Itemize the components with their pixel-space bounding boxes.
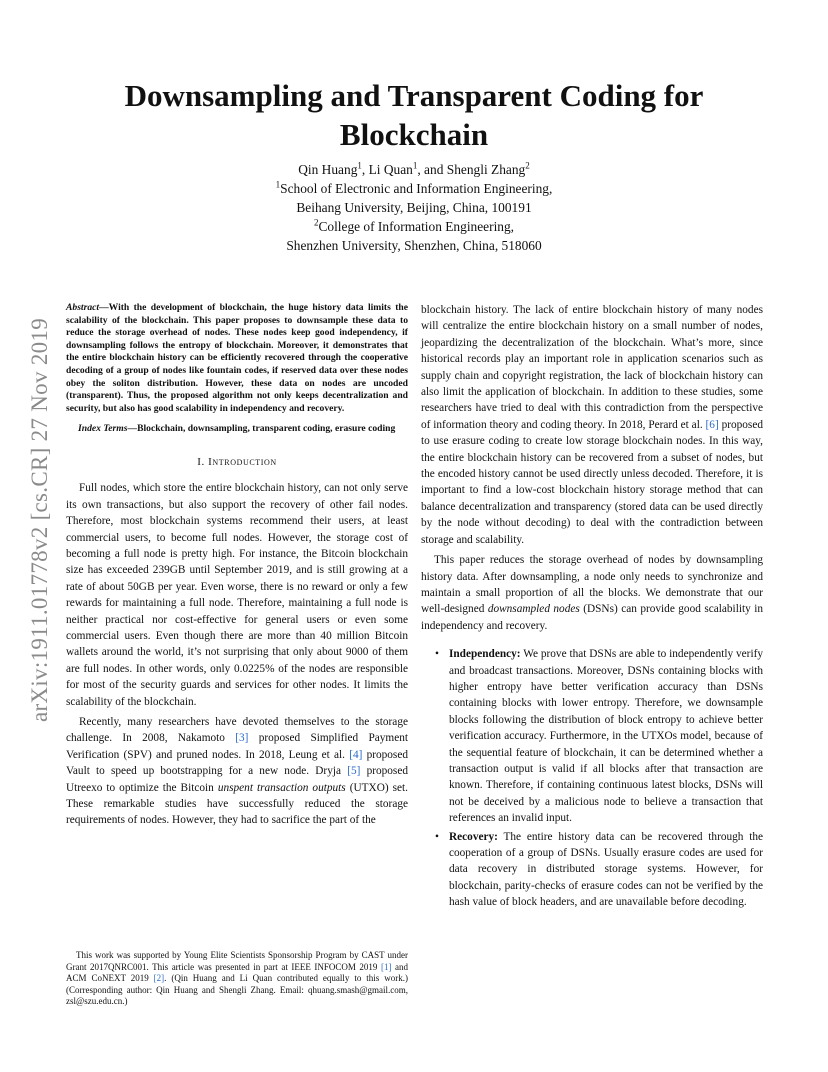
citation-link[interactable]: [6] <box>705 418 719 431</box>
index-terms-text: —Blockchain, downsampling, transparent coding, erasure coding <box>127 423 396 435</box>
citation-link[interactable]: [3] <box>235 732 249 745</box>
citation-link[interactable]: [5] <box>347 765 361 778</box>
list-item: • Independency: We prove that DSNs are able to independently verify and broadcast transactions. Moreover, DSNs containing blocks with higher entropy have better verification accuracy than DSNs containing blocks with lower entropy. Therefore, we downsample blocks following the distribution of block entropy to achieve better verification accuracy. Furthermore, in the UTXOs model, because of the sequential feature of blockchain, it can be determined whether a transaction output is valid if all blocks after that transaction are known. Therefore, if containing continuous latest blocks, DSNs will not be deceived by a malicious node to believe a transaction that references an invalid input. <box>435 646 763 826</box>
arxiv-identifier-text: arXiv:1911.01778v2 [cs.CR] 27 Nov 2019 <box>27 317 53 723</box>
paragraph: This paper reduces the storage overhead of nodes by downsampling history data. After downsampling, a node only needs to synchronize and maintain a small proportion of all the blocks. We demonstrate that our well-designed downsampled nodes (DSNs) can provide good scalability in independency and recovery. <box>421 554 763 632</box>
abstract <box>66 302 408 415</box>
affiliation-1-address: Beihang University, Beijing, China, 100191 <box>296 200 532 215</box>
affiliation-mark: 1 <box>357 160 362 171</box>
arxiv-identifier-stamp <box>20 280 60 760</box>
left-column <box>66 302 408 833</box>
affiliation-mark: 2 <box>313 217 319 228</box>
citation-link[interactable]: [1] <box>380 961 392 972</box>
author-block <box>180 160 648 255</box>
index-terms <box>66 423 408 436</box>
author-name: Li Quan <box>368 162 413 177</box>
affiliation-2-address: Shenzhen University, Shenzhen, China, 518060 <box>286 238 542 253</box>
contribution-list <box>421 646 763 911</box>
affiliation-mark: 2 <box>525 160 530 171</box>
abstract-label: Abstract <box>66 302 100 313</box>
list-item: • Recovery: The entire history data can be recovered through the cooperation of a group of DSNs. Usually erasure codes are used for data recovery in distributed storage systems. However, for blockchain, parity-checks of erasure codes can not be verified by the hash value of block headers, and are unavailable before decoding. <box>435 829 763 911</box>
citation-link[interactable]: [2] <box>153 973 165 984</box>
footnote: This work was supported by Young Elite Scientists Sponsorship Program by CAST under Grant 2017QNRC001. This article was presented in part at IEEE INFOCOM 2019 [1] and ACM CoNEXT 2019 [2]. (Qin Huang and Li Quan contributed equally to this work.) (Corresponding author: Qin Huang and Shengli Zhang. Email: qhuang.smash@gmail.com, zsl@szu.edu.cn.) <box>66 950 408 1007</box>
section-heading: I. Introduction <box>197 455 277 468</box>
citation-link[interactable]: [4] <box>349 748 363 761</box>
paragraph: blockchain history. The lack of entire blockchain history of many nodes will centralize the entire blockchain history on a small number of nodes, jeopardizing the decentralization of the blockchain. What’s more, since historical records play an important role in application scenarios such as supply chain and copyright registration, the lack of blockchain history can also limit the application of blockchain. In addition to these studies, some researchers have tried to deal with this contradiction from the perspective of information theory and coding theory. In 2018, Perard et al. [6] proposed to use erasure coding to create low storage blockchain nodes. In this way, the entire blockchain history can be recovered from a subset of nodes, but the encoded history cannot be used directly unless decoded. Therefore, it is important to find a low-cost blockchain history storage method that can balance decentralization and transparency (stored data can be used directly by the node without decoding) to deal with the contradiction between storage and scalability. <box>421 304 763 546</box>
affiliation-1: $^1$School of Electronic and Information Engineering, <box>275 179 553 196</box>
paragraph: Recently, many researchers have devoted themselves to the storage challenge. In 2008, Nakamoto [3] proposed Simplified Payment Verification (SPV) and pruned nodes. In 2018, Leung et al. [4] proposed Vault to speed up bootstrapping for a new node. Dryja [5] proposed Utreexo to optimize the Bitcoin unspent transaction outputs (UTXO) set. These remarkable studies have successfully reduced the storage requirements of nodes. However, they had to sacrifice the part of the <box>66 716 409 827</box>
abstract-text: —With the development of blockchain, the huge history data limits the scalability of the blockchain. This paper proposes to downsample these data to reduce the storage overhead of nodes. These nodes keep good independency, if downsampling follows the entropy of blockchain. Moreover, it demonstrates that the entire blockchain history can be efficiently recovered through the cooperative decoding of a group of nodes like fountain codes, if reserved data over these nodes obey the soliton distribution. However, these data on nodes are uncoded (transparent). Thus, the proposed algorithm not only keeps decentralization and security, but also has good scalability in independency and recovery. <box>66 302 408 414</box>
paper-title: Downsampling and Transparent Coding for Blockchain <box>124 78 704 152</box>
affiliation-mark: 1 <box>275 179 281 190</box>
affiliation-mark: 1 <box>412 160 418 171</box>
author-list: Qin Huang$^1$, Li Quan$^1$, and Shengli Zhang$^2$ <box>298 160 530 177</box>
index-terms-label: Index Terms <box>78 423 128 435</box>
author-name: Shengli Zhang <box>446 162 526 177</box>
author-name: Qin Huang <box>298 162 358 177</box>
paragraph: Full nodes, which store the entire blockchain history, can not only serve its own transactions, but also support the recovery of other fail nodes. Therefore, most blockchain systems recommend their users, at least commercial users, to become full nodes. However, the storage cost of becoming a full node is pretty high. For instance, the Bitcoin blockchain size has exceeded 239GB until September 2019, and is still growing at a rate of about 50GB per year. Even worse, there is no reward or only a few rewards for maintaining a full node. Therefore, maintaining a full node is neither practical nor cost-effective for general users or even some commercial users. Even though there are more than 40 million Bitcoin wallets around the world, it’s not surprising that only about 9000 of them are full nodes. In other words, only 0.0225% of the nodes are responsible for most of the security guards and services for other nodes. It limits the scalability of the blockchain. <box>66 482 408 708</box>
right-column <box>421 302 763 913</box>
affiliation-2: $^2$College of Information Engineering, <box>313 217 515 234</box>
